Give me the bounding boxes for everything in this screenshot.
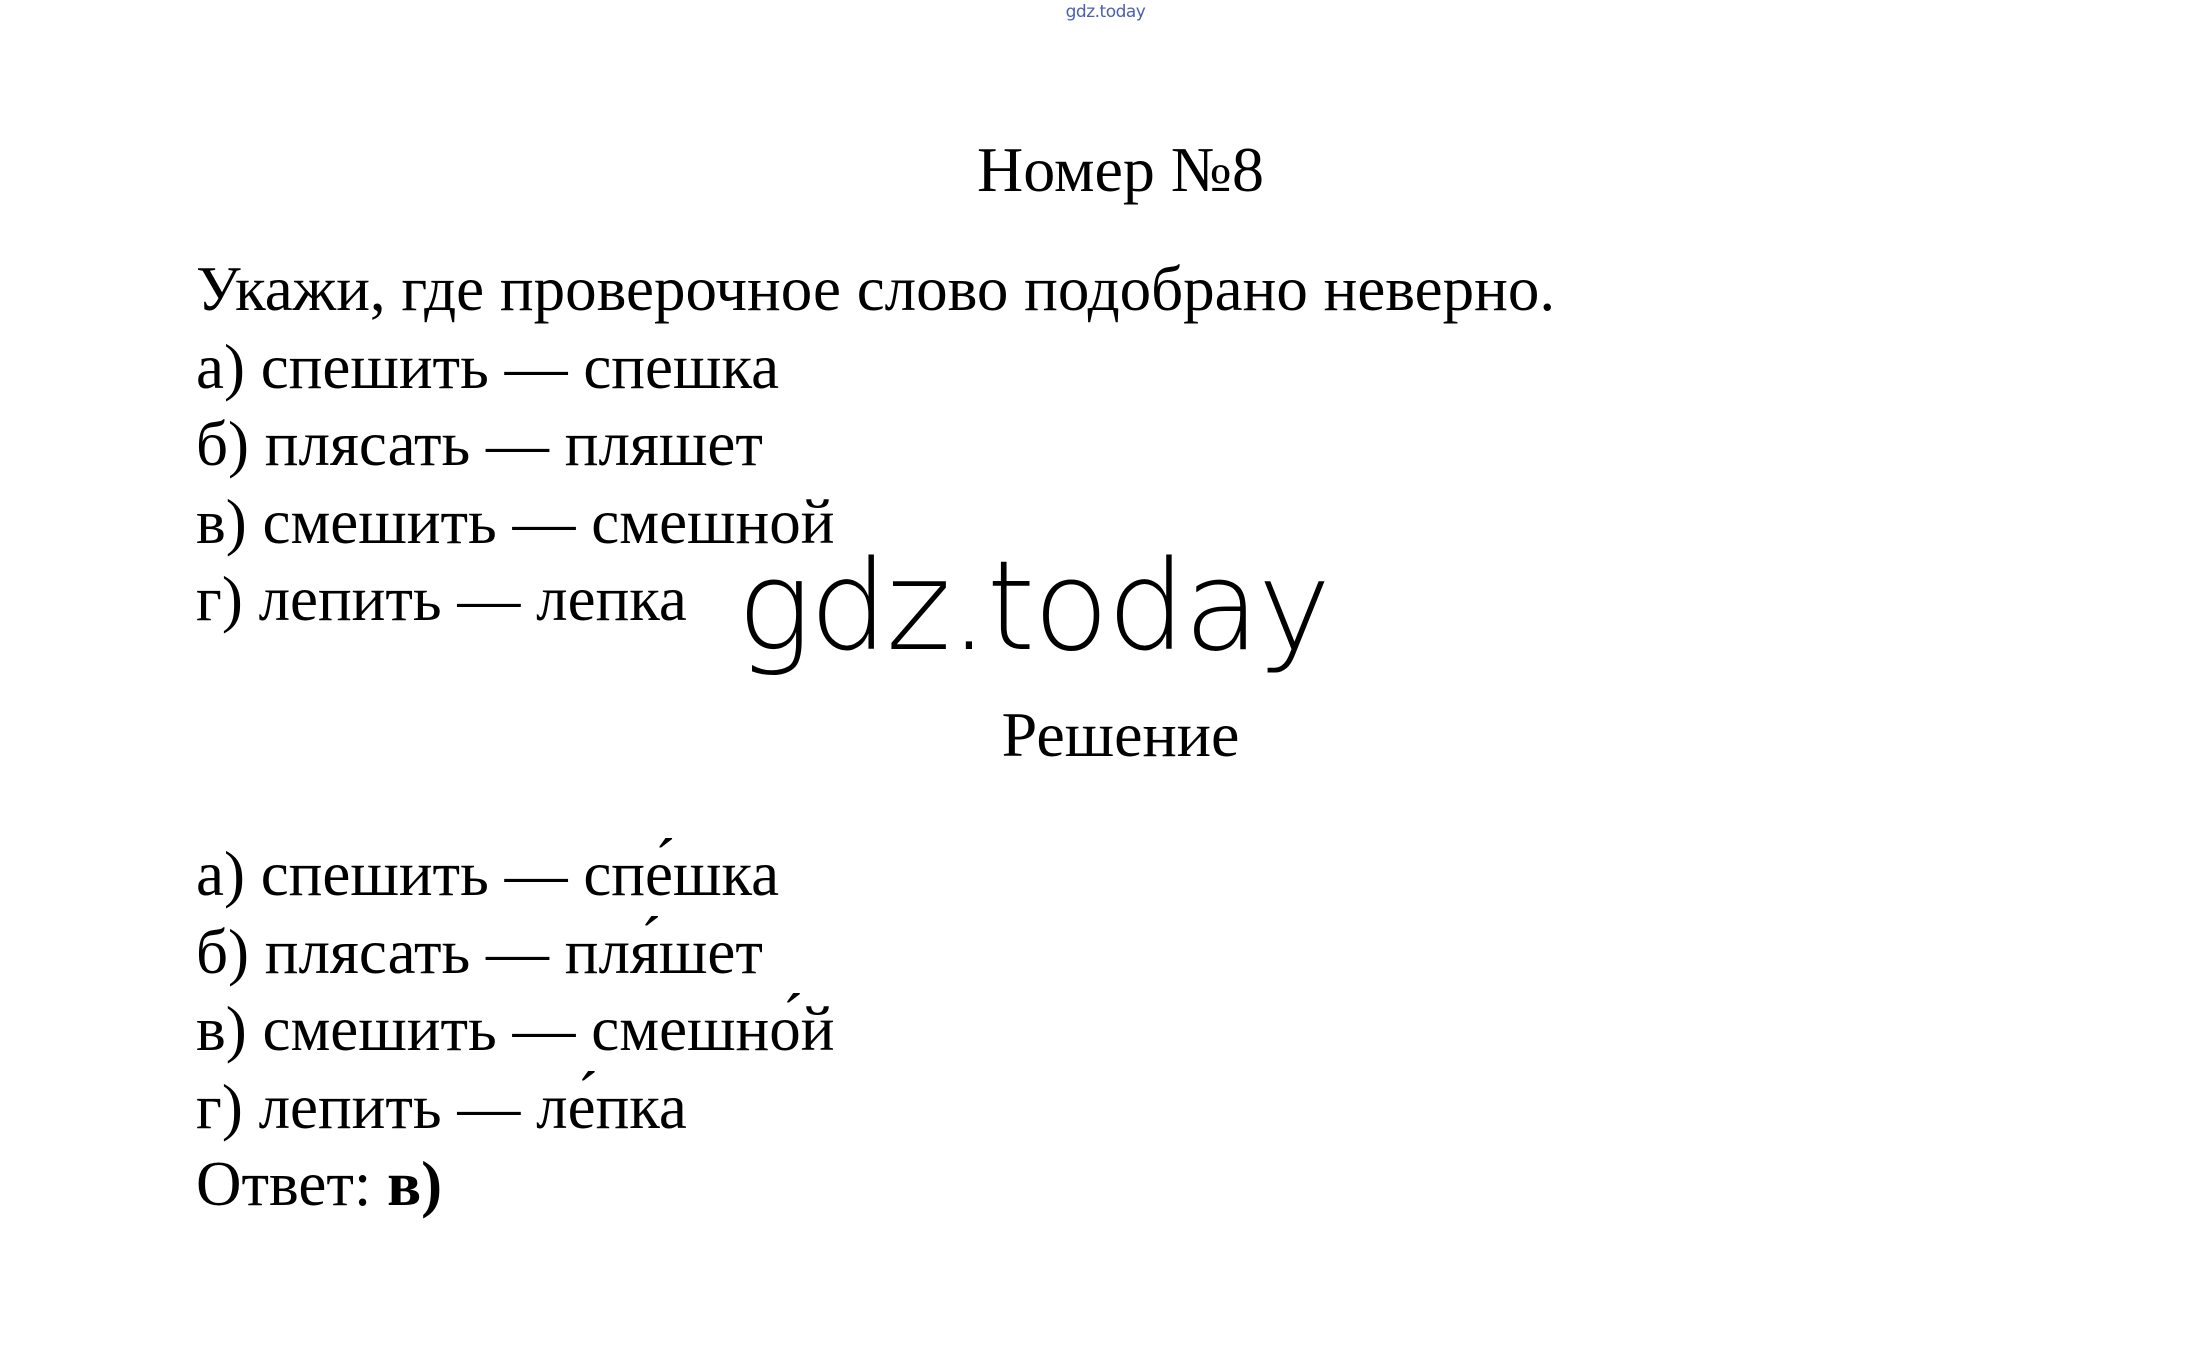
task-option-b: б) плясать — пляшет [196, 409, 763, 479]
task-option-a: а) спешить — спешка [196, 331, 780, 402]
answer-line [196, 1146, 835, 1224]
page-title: Номер №8 [977, 134, 1264, 205]
solution-title: Решение [1001, 699, 1240, 770]
top-watermark [0, 2, 2211, 22]
solution-line-a: а) спешить — спе́шка [196, 839, 780, 909]
large-watermark: gdz.today [737, 535, 1330, 679]
answer-value: в) [387, 1149, 443, 1219]
task-option-g: г) лепить — лепка [196, 564, 687, 634]
solution-block [196, 836, 835, 1224]
top-watermark-text: gdz.today [1065, 2, 1146, 22]
solution-line-g: г) лепить — ле́пка [196, 1071, 687, 1142]
task-question: Укажи, где проверочное слово подобрано неверно. [196, 254, 1556, 324]
task-option-v: в) смешить — смешной [196, 486, 835, 557]
answer-label: Ответ: [196, 1149, 372, 1219]
solution-line-v: в) смешить — смешно́й [196, 994, 835, 1064]
solution-line-b: б) плясать — пля́шет [196, 916, 763, 987]
